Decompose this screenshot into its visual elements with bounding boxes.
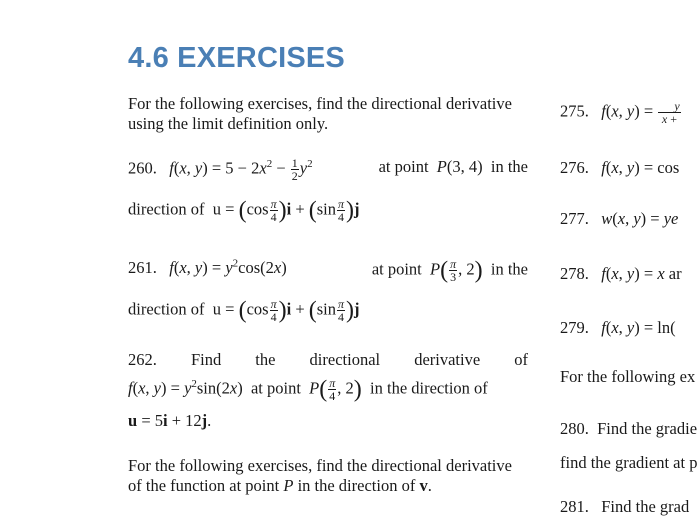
section-heading: 4.6 EXERCISES <box>128 42 345 74</box>
exercise-262: 262. Find the directional derivative of <box>128 350 528 369</box>
right-note: For the following ex <box>560 367 696 386</box>
exercise-278: 278. f(x, y) = x ar <box>560 264 682 283</box>
exercise-276: 276. f(x, y) = cos <box>560 158 680 177</box>
exercise-281: 281. Find the grad <box>560 497 690 516</box>
exercise-262-vector: u = 5i + 12j. <box>128 411 212 430</box>
exercise-277: 277. w(x, y) = ye <box>560 209 679 228</box>
exercise-280-line2: find the gradient at p <box>560 453 698 472</box>
exercise-262-line2: f(x, $y) = y^2\sin(2x)$ at point P( $\frac{\pi}{4}$ , 2) in the direction of <box>128 376 488 403</box>
exercise-261: 261. f(x, $y) = y^2\cos(2x)$ at point P( $\frac{\pi}{3}$ , 2) in the <box>128 257 528 284</box>
intro2-line-2: of the function at point P in the direction of v. <box>128 476 432 495</box>
exercise-260-direction: direction of u = (cos $\frac{\pi}{4}$ )i + (sin $\frac{\pi}{4}$ )j <box>128 197 360 224</box>
intro2-line-1: For the following exercises, find the directional derivative <box>128 456 512 475</box>
intro-line-1: For the following exercises, find the directional derivative <box>128 94 512 113</box>
intro-line-2: using the limit definition only. <box>128 114 329 133</box>
exercise-260: 260. f(x, $y) = 5 - 2x^2$ − $\frac{1}{2}$ $y^2$ at point P(3, 4) in the <box>128 156 528 183</box>
exercise-261-direction: direction of u = (cos $\frac{\pi}{4}$ )i + (sin $\frac{\pi}{4}$ )j <box>128 297 360 324</box>
exercise-275: 275. f(x, y) = $\frac{y}{x +}$ <box>560 99 680 126</box>
exercise-279: 279. f(x, y) = ln( <box>560 318 676 337</box>
exercise-number: 261. <box>128 258 157 277</box>
exercise-number: 260. <box>128 158 157 178</box>
exercise-280: 280. Find the gradie <box>560 419 698 438</box>
